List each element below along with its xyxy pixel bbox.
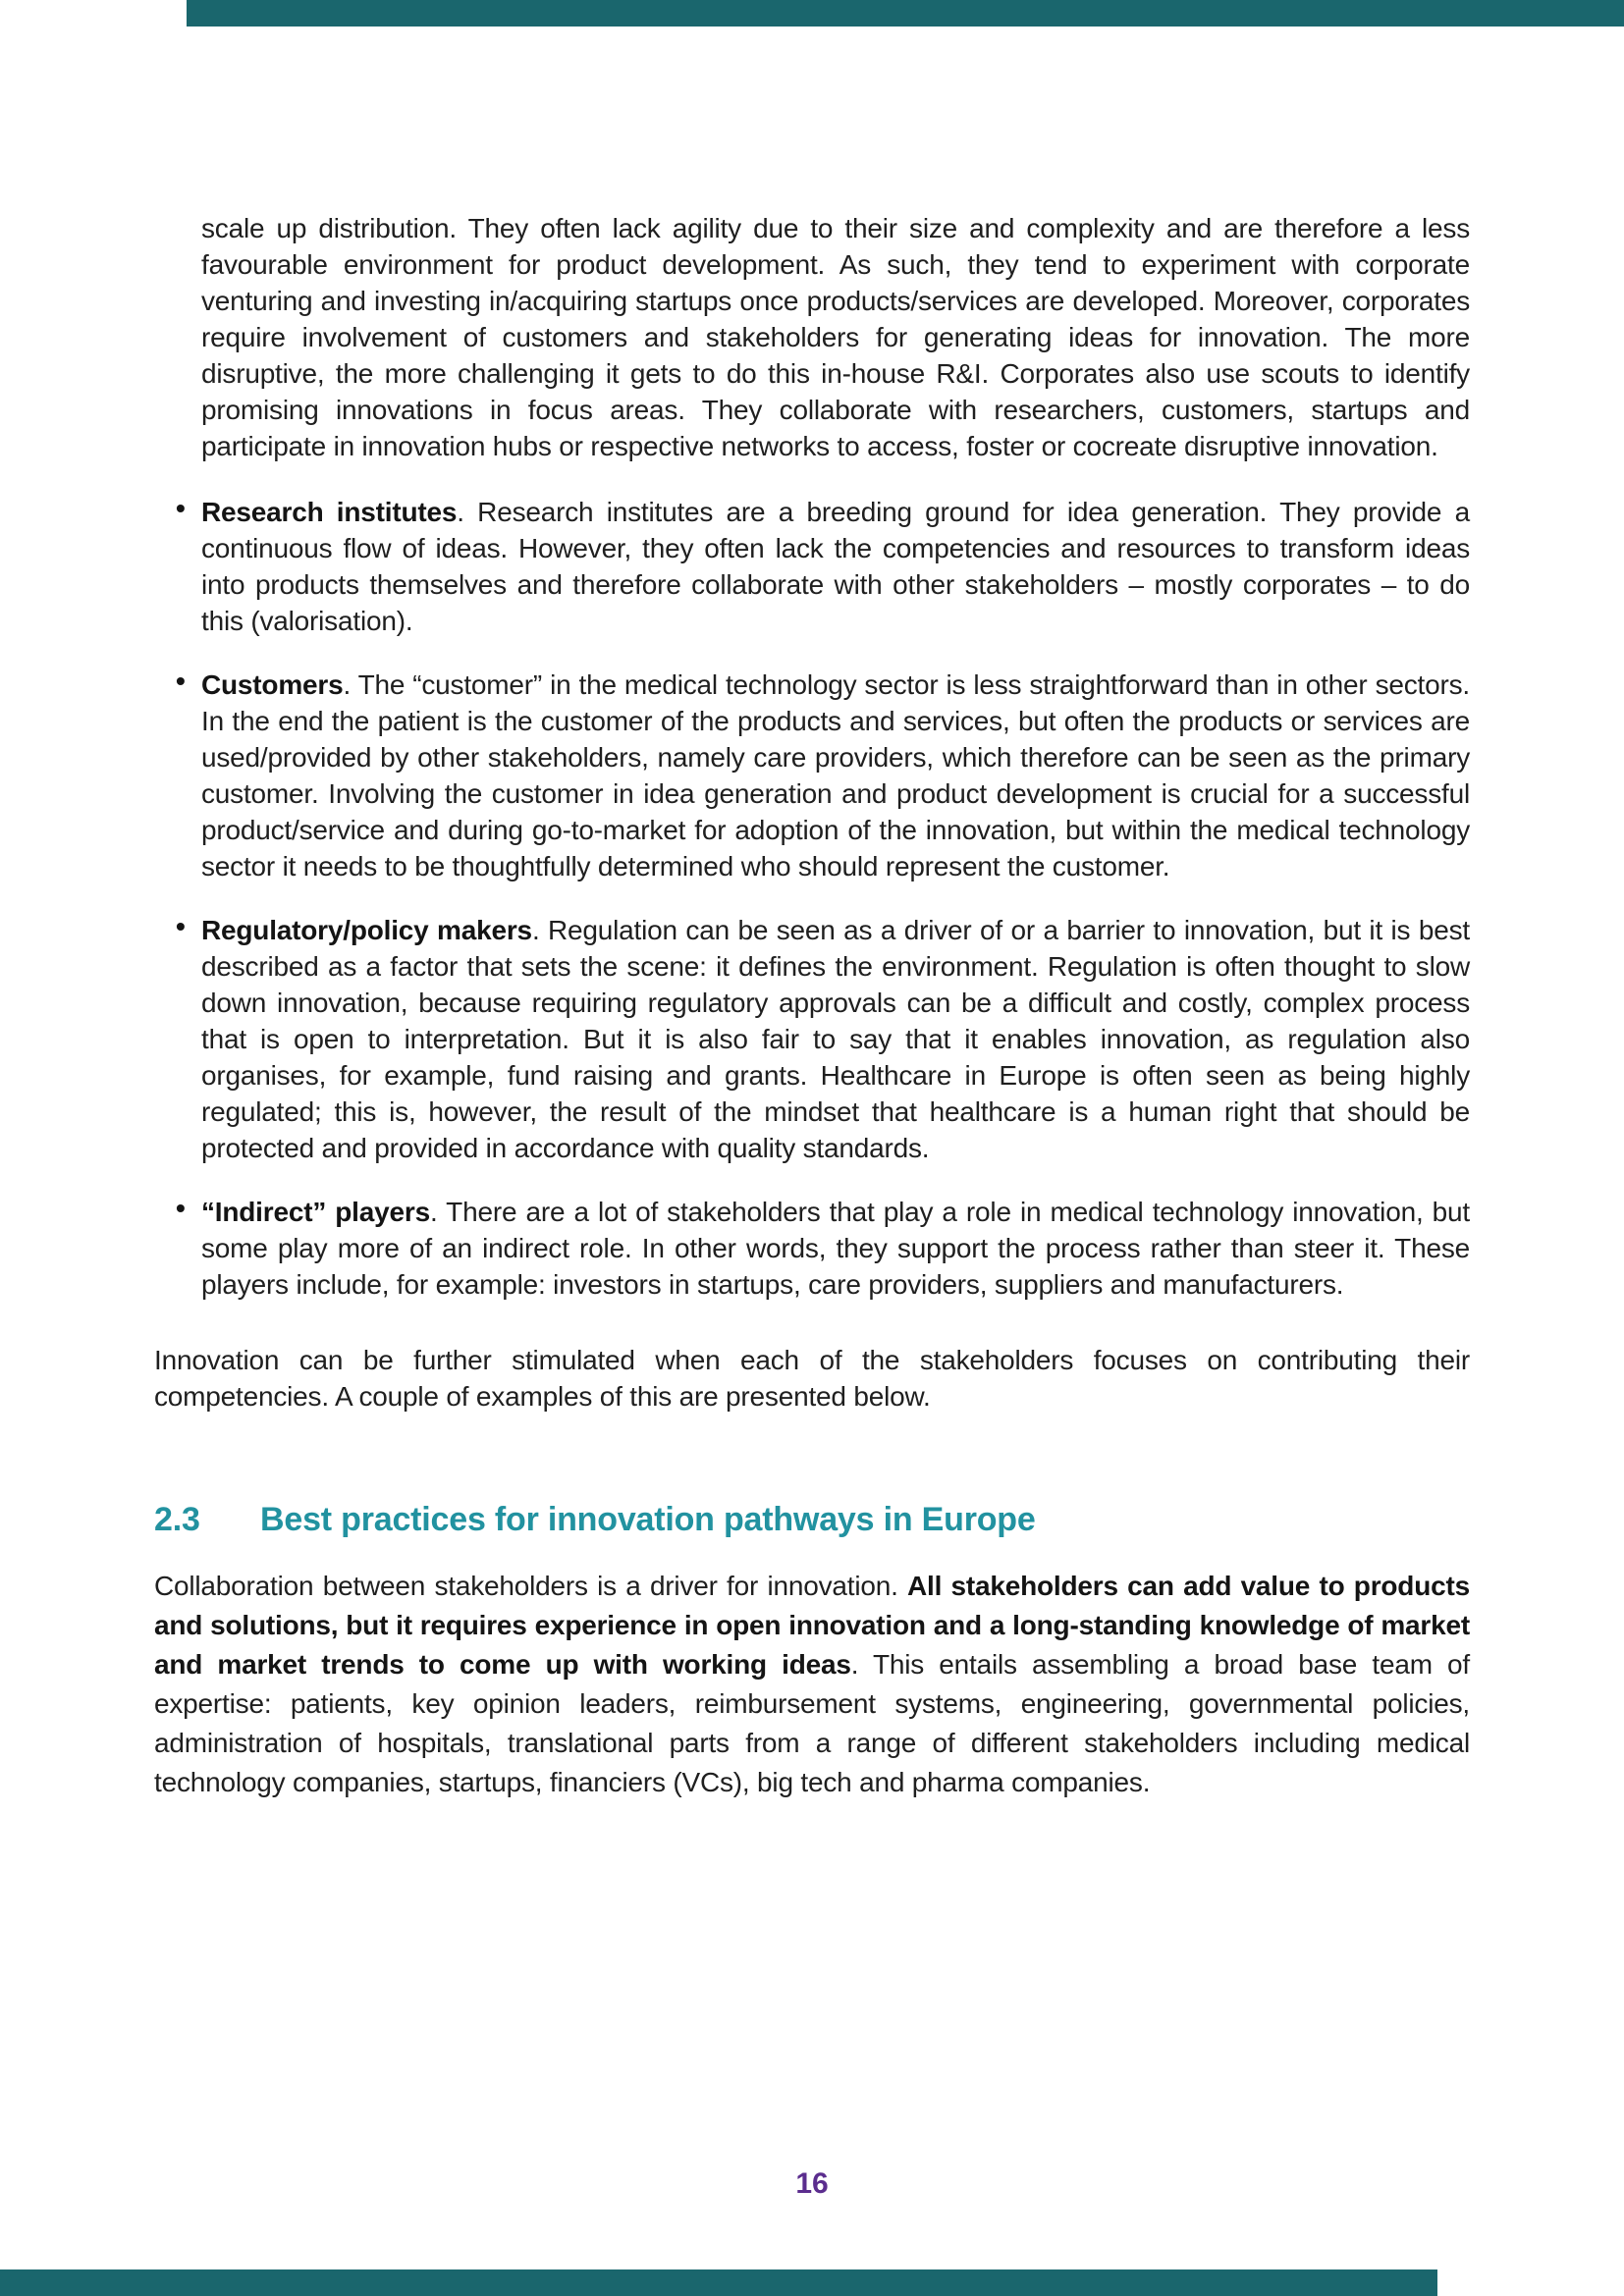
- text-segment: Customers: [201, 669, 344, 700]
- text-segment: . Research institutes are a breeding ground for idea generation. They provide a continuous flow of ideas. However, they often lack the competencies and resources to transform ideas into products themselves and therefore collaborate with other stakeholders – mostly corporates – to do this (valorisation).: [201, 497, 1470, 636]
- bullet-text-indirect-players: [201, 1194, 1470, 1303]
- page-number: 16: [795, 2167, 829, 2200]
- paragraph-best-practices: [154, 1567, 1470, 1802]
- text-segment: Regulatory/policy makers: [201, 915, 532, 945]
- bullet-icon: •: [176, 1193, 186, 1223]
- text-segment: Collaboration between stakeholders is a driver for innovation.: [154, 1571, 907, 1601]
- text-segment: scale up distribution. They often lack agility due to their size and complexity and are therefore a less favourable environment for product development. As such, they tend to experiment with corporate venturing and investing in/acquiring startups once products/services are developed. Moreover, corporates require involvement of customers and stakeholders for generating ideas for innovation. The more disruptive, the more challenging it gets to do this in-house R&I. Corporates also use scouts to identify promising innovations in focus areas. They collaborate with researchers, customers, startups and participate in innovation hubs or respective networks to access, foster or cocreate disruptive innovation.: [201, 213, 1470, 461]
- bullet-icon: •: [176, 666, 186, 696]
- top-decoration-bar: [187, 0, 1624, 27]
- bullet-item-regulatory-policy-makers: [154, 912, 1470, 1166]
- bullet-text-customers: [201, 667, 1470, 884]
- section-heading-2-3: [154, 1501, 1470, 1539]
- text-segment: . There are a lot of stakeholders that play a role in medical technology innovation, but some play more of an indirect role. In other words, they support the process rather than steer it. These players include, for example: investors in startups, care providers, suppliers and manufacturers.: [201, 1197, 1470, 1300]
- text-segment: Innovation can be further stimulated when each of the stakeholders focuses on contributing their competencies. A couple of examples of this are presented below.: [154, 1345, 1470, 1412]
- text-segment: . The “customer” in the medical technology sector is less straightforward than in other sectors. In the end the patient is the customer of the products and services, but often the products or services are used/provided by other stakeholders, namely care providers, which therefore can be seen as the primary customer. Involving the customer in idea generation and product development is crucial for a successful product/service and during go-to-market for adoption of the innovation, but within the medical technology sector it needs to be thoughtfully determined who should represent the customer.: [201, 669, 1470, 881]
- text-segment: . This entails assembling a broad base team of expertise: patients, key opinion leaders, reimbursement systems, engineering, governmental policies, administration of hospitals, translational parts from a range of different stakeholders including medical technology companies, startups, financiers (VCs), big tech and pharma companies.: [154, 1649, 1470, 1797]
- bullet-icon: •: [176, 493, 186, 523]
- bottom-decoration-bar: [0, 2269, 1437, 2296]
- bullet-item-customers: [154, 667, 1470, 884]
- text-segment: “Indirect” players: [201, 1197, 430, 1227]
- bullet-icon: •: [176, 911, 186, 941]
- bullet-item-indirect-players: [154, 1194, 1470, 1303]
- text-segment: All stakeholders can add value to products and solutions, but it requires experience in open innovation and a long-standing knowledge of market and market trends to come up with working ideas: [154, 1571, 1470, 1680]
- text-segment: . Regulation can be seen as a driver of or a barrier to innovation, but it is best described as a factor that sets the scene: it defines the environment. Regulation is often thought to slow down innovation, because requiring regulatory approvals can be a difficult and costly, complex process that is open to interpretation. But it is also fair to say that it enables innovation, as regulation also organises, for example, fund raising and grants. Healthcare in Europe is often seen as being highly regulated; this is, however, the result of the mindset that healthcare is a human right that should be protected and provided in accordance with quality standards.: [201, 915, 1470, 1163]
- section-title: Best practices for innovation pathways in Europe: [260, 1501, 1036, 1538]
- section-number: 2.3: [154, 1501, 200, 1538]
- page-content: [154, 183, 1470, 1830]
- bullet-text-research-institutes: [201, 494, 1470, 639]
- paragraph-innovation-stimulated: [154, 1342, 1470, 1415]
- bullet-item-research-institutes: [154, 494, 1470, 639]
- paragraph-corporates-continued: [201, 210, 1470, 464]
- bullet-text-regulatory-policy-makers: [201, 912, 1470, 1166]
- text-segment: Research institutes: [201, 497, 458, 527]
